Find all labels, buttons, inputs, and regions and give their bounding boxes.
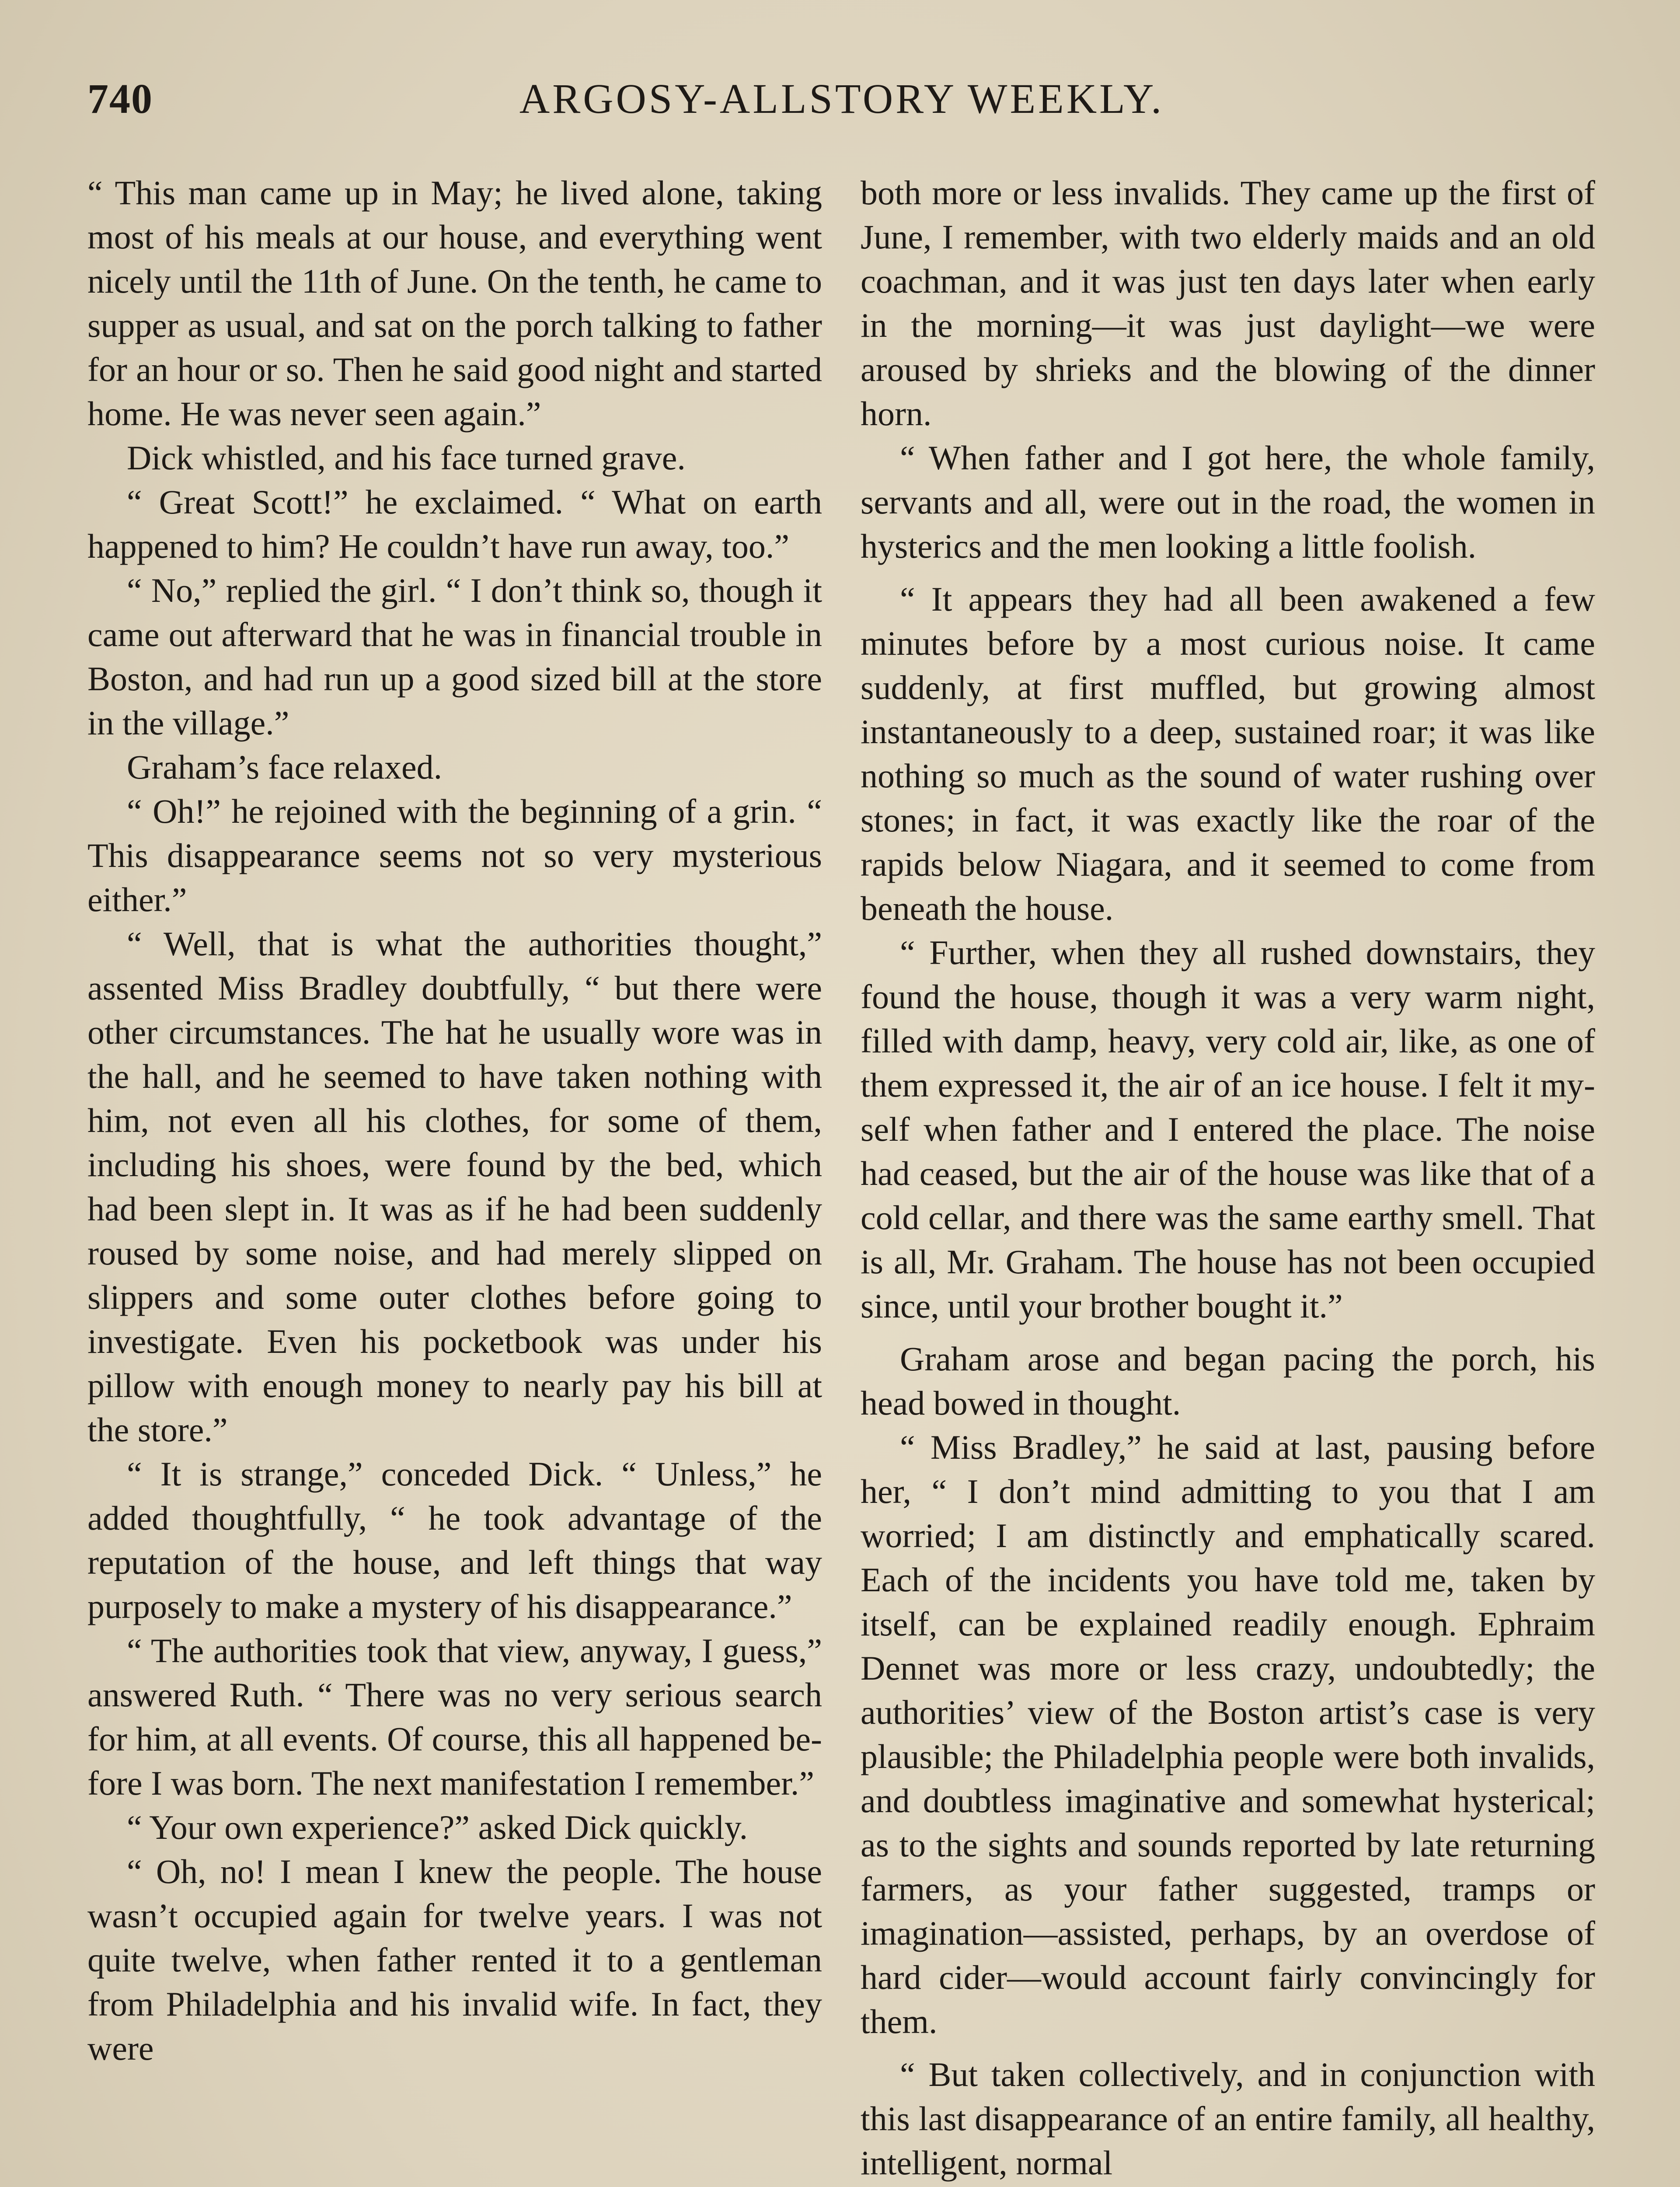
paragraph: “ Further, when they all rushed downstairs, they found the house, though it was a very warm night, filled with damp, heavy, very cold air, like, as one of them expressed it, the air of an ice house. I felt it myself when father and I entered the place. The noise had ceased, but the air of the house was like that of a cold cellar, and there was the same earthy smell. That is all, Mr. Graham. The house has not been occupied since, until your brother bought it.” <box>861 933 1595 1325</box>
paragraph: “ Oh, no! I mean I knew the people. The house wasn’t occupied again for twelve years. I was not quite twelve, when father rented it to a gentleman from Philadelphia and his invalid wife. In fact, they were <box>87 1852 822 2067</box>
paragraph: “ It is strange,” conceded Dick. “ Unless,” he added thoughtfully, “ he took advantage of the reputation of the house, and left things that way purposely to make a mystery of his disappearance.” <box>87 1455 822 1625</box>
left-column <box>87 171 822 2070</box>
paragraph: “ Great Scott!” he exclaimed. “ What on earth happened to him? He couldn’t have run away, too.” <box>87 483 822 565</box>
paragraph: “ The authorities took that view, anyway, I guess,” answered Ruth. “ There was no very serious search for him, at all events. Of course, this all happened before I was born. The next manifestation I remember.” <box>87 1632 822 1802</box>
paragraph: “ It appears they had all been awakened a few minutes before by a most curious noise. It came suddenly, at first muffled, but growing almost instantaneously to a deep, sustained roar; it was like nothing so much as the sound of water rushing over stones; in fact, it was exactly like the roar of the rapids below Niagara, and it seemed to come from beneath the house. <box>861 580 1595 927</box>
paragraph: “ No,” replied the girl. “ I don’t think so, though it came out afterward that he was in financial trouble in Boston, and had run up a good sized bill at the store in the village.” <box>87 571 822 742</box>
paragraph: Graham arose and began pacing the porch, his head bowed in thought. <box>861 1340 1595 1422</box>
paragraph: “ But taken collectively, and in conjunction with this last disappearance of an entire family, all healthy, intelligent, normal <box>861 2055 1595 2182</box>
paragraph: both more or less invalids. They came up the first of June, I remember, with two elderly maids and an old coachman, and it was just ten days later when early in the morning—it was just daylight—we were aroused by shrieks and the blowing of the dinner horn. <box>861 174 1595 433</box>
paragraph: “ Well, that is what the authorities thought,” assented Miss Bradley doubtfully, “ but there were other circumstances. The hat he usually wore was in the hall, and he seemed to have taken nothing with him, not even all his clothes, for some of them, including his shoes, were found by the bed, which had been slept in. It was as if he had been suddenly roused by some noise, and had merely slipped on slippers and some outer clothes before going to investigate. Even his pocketbook was under his pillow with enough money to nearly pay his bill at the store.” <box>87 925 822 1449</box>
paragraph: Graham’s face relaxed. <box>127 748 443 786</box>
paragraph: “ Miss Bradley,” he said at last, pausing before her, “ I don’t mind admitting to you that I am worried; I am distinctly and emphatically scared. Each of the incidents you have told me, taken by itself, can be explained readily enough. Ephraim Dennet was more or less crazy, undoubtedly; the authorities’ view of the Boston artist’s case is very plausible; the Philadelphia people were both invalids, and doubtless imaginative and somewhat hysterical; as to the sights and sounds reported by late returning farmers, as your father suggested, tramps or imagination—assisted, perhaps, by an overdose of hard cider—would account fairly convincingly for them. <box>861 1428 1595 2040</box>
page-number: 740 <box>87 75 153 122</box>
paragraph: “ When father and I got here, the whole family, servants and all, were out in the road, the women in hysterics and the men looking a little foolish. <box>861 439 1595 565</box>
paragraph: “ Oh!” he rejoined with the beginning of a grin. “ This disappearance seems not so very mysterious either.” <box>87 792 822 919</box>
right-column <box>861 171 1595 2185</box>
paragraph: Dick whistled, and his face turned grave. <box>127 439 686 477</box>
paragraph: “ Your own experience?” asked Dick quickly. <box>127 1808 748 1846</box>
paragraph: “ This man came up in May; he lived alone, taking most of his meals at our house, and everything went nicely until the 11th of June. On the tenth, he came to supper as usual, and sat on the porch talking to father for an hour or so. Then he said good night and started home. He was never seen again.” <box>87 174 822 433</box>
page-header <box>87 66 1596 136</box>
running-head: ARGOSY-ALLSTORY WEEKLY. <box>519 75 1164 122</box>
